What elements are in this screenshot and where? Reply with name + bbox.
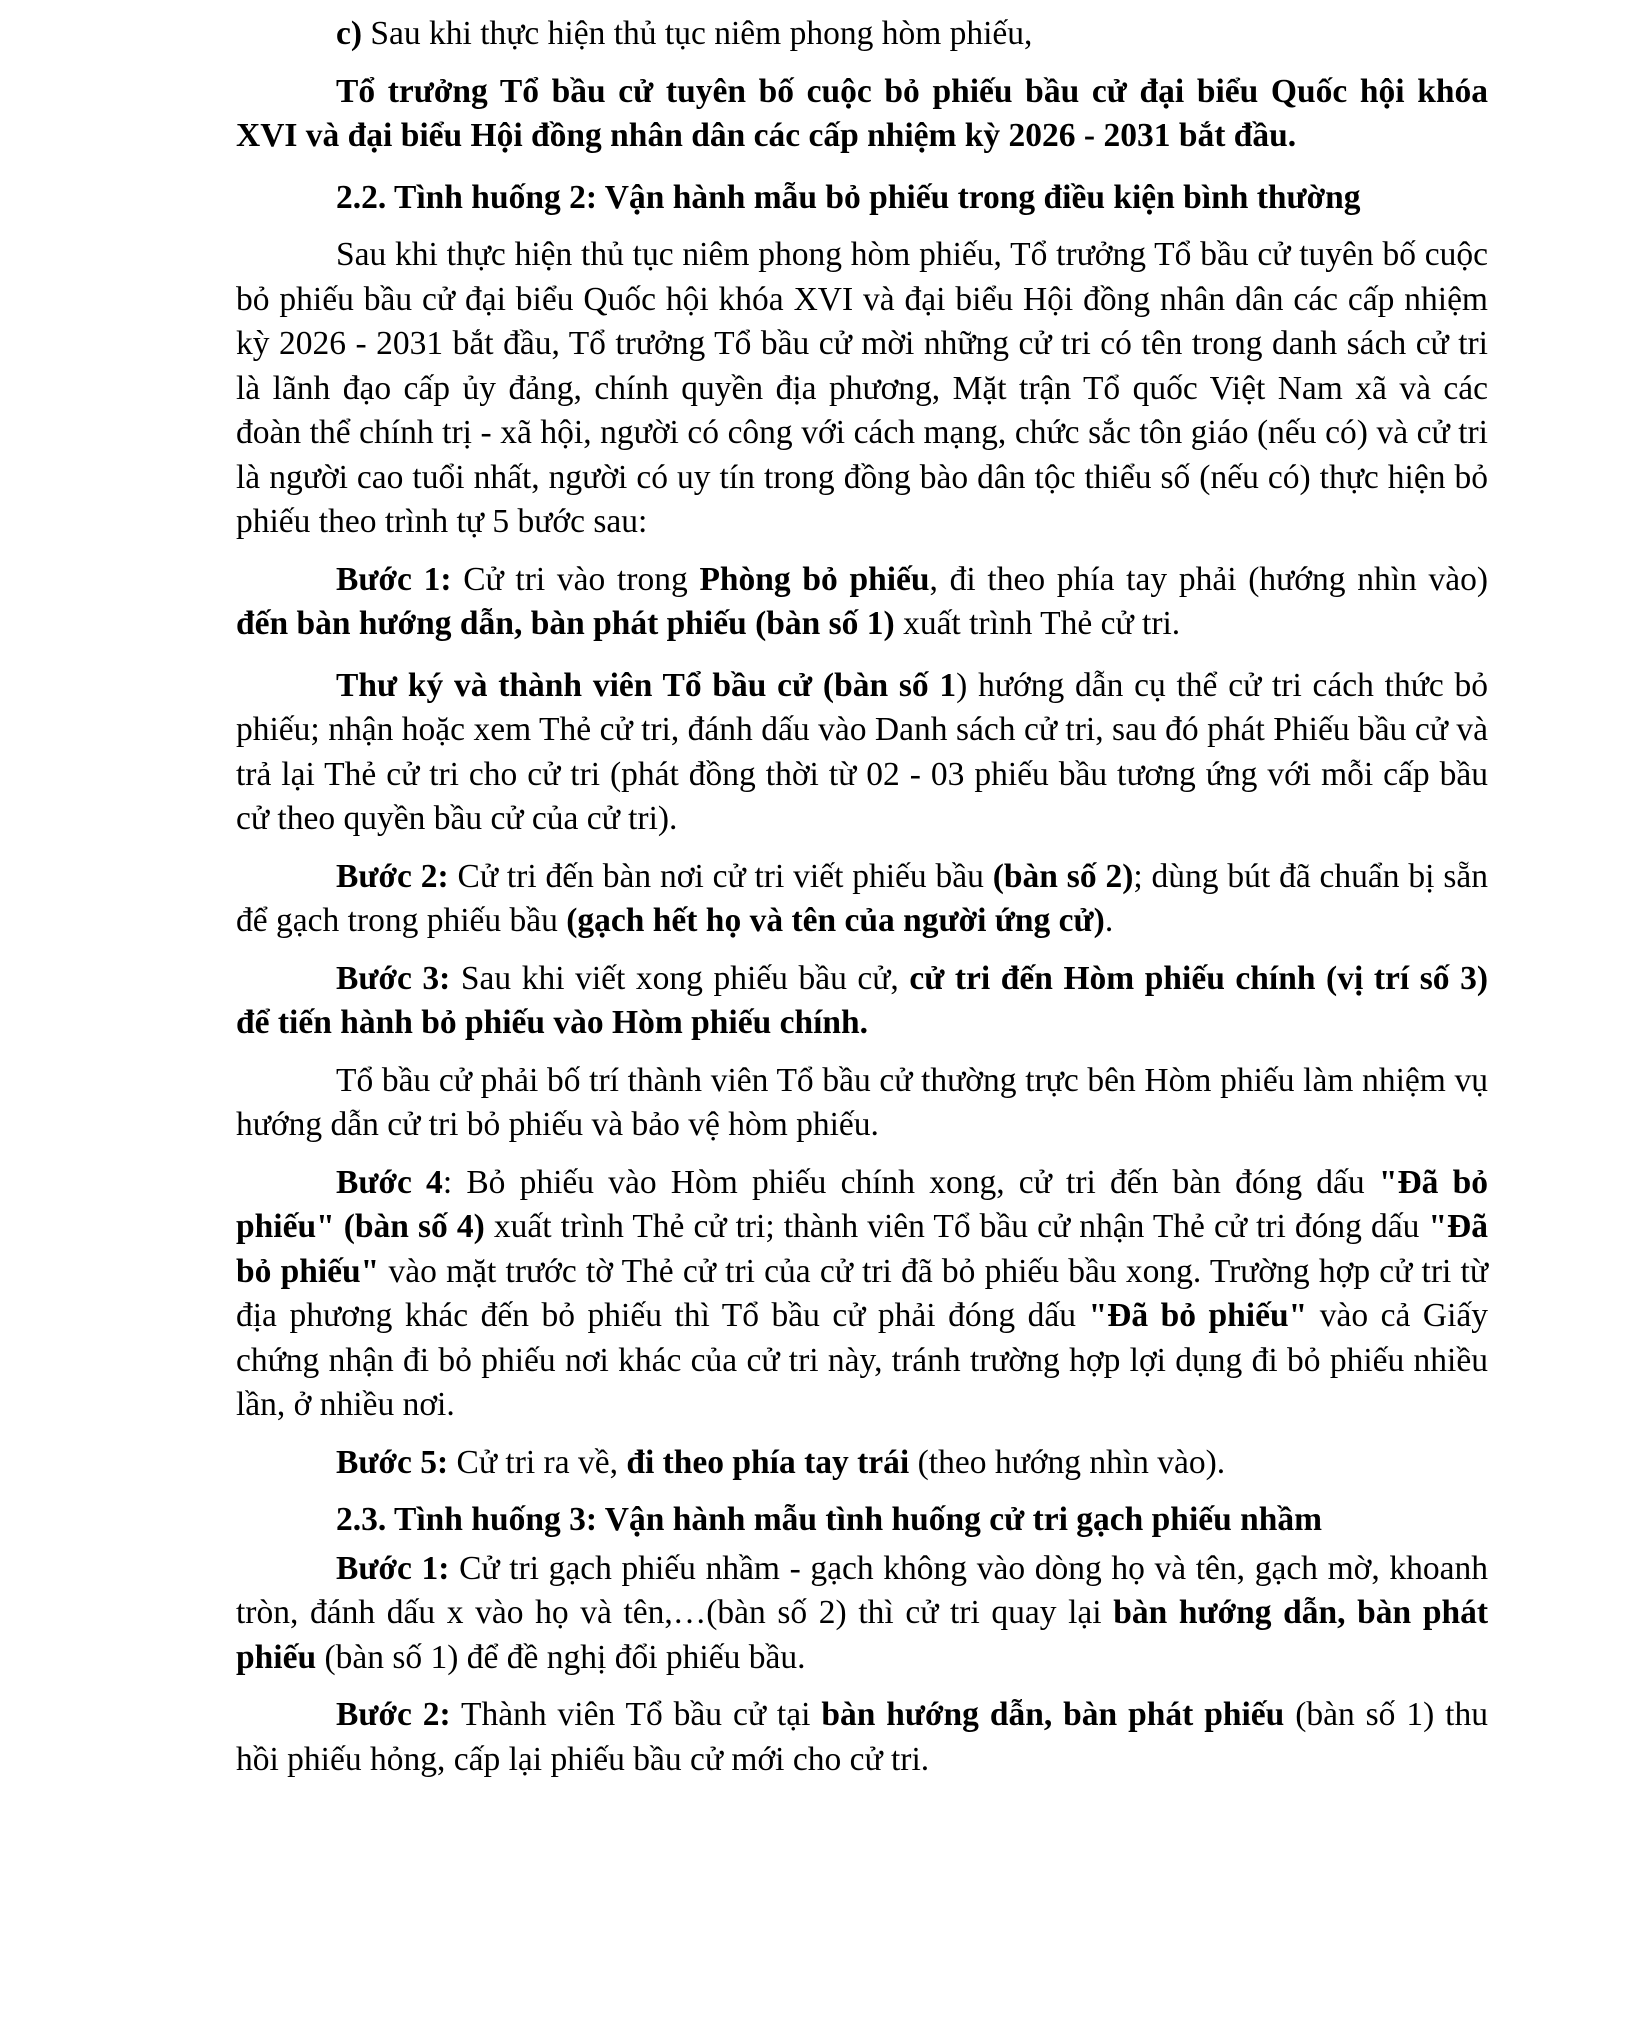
- step-text: , đi theo phía tay phải (hướng nhìn vào): [929, 560, 1489, 598]
- step-text: xuất trình Thẻ cử tri; thành viên Tổ bầu cử nhận Thẻ cử tri đóng dấu: [484, 1208, 1429, 1245]
- step-bold-text: "Đã bỏ phiếu": [236, 1208, 1488, 1290]
- step-bold-text: bàn hướng dẫn, bàn phát phiếu: [236, 1594, 1488, 1676]
- step-label: Bước 1:: [336, 560, 452, 598]
- step-text: (bàn số 1) để đề nghị đổi phiếu bầu.: [316, 1638, 806, 1676]
- step-label: Bước 1:: [336, 1549, 450, 1587]
- step-label: Bước 5:: [336, 1443, 449, 1481]
- step-text: ; dùng bút đã chuẩn bị sẵn để gạch trong phiếu bầu: [236, 857, 1488, 939]
- paragraph-text: Sau khi thực hiện thủ tục niêm phong hòm phiếu,: [362, 15, 1033, 52]
- document-page: [236, 12, 1488, 1782]
- step-text: : Bỏ phiếu vào Hòm phiếu chính xong, cử tri đến bàn đóng dấu: [442, 1163, 1379, 1201]
- scenario-3-step-1-paragraph: [236, 1547, 1488, 1681]
- step-text: Cử tri vào trong: [451, 560, 700, 598]
- step-text: xuất trình Thẻ cử tri.: [894, 605, 1181, 642]
- step-text: .: [1104, 902, 1114, 939]
- step-5-paragraph: [236, 1441, 1488, 1486]
- step-bold-text: Thư ký và thành viên Tổ bầu cử (bàn số 1: [336, 666, 957, 704]
- step-text: ) hướng dẫn cụ thể cử tri cách thức bỏ phiếu; nhận hoặc xem Thẻ cử tri, đánh dấu vào Danh sách cử tri, sau đó phát Phiếu bầu cử và trả lại Thẻ cử tri cho cử tri (phát đồng thời từ 02 - 03 phiếu bầu tương ứng với mỗi cấp bầu cử theo quyền bầu cử của cử tri).: [236, 666, 1488, 837]
- step-text: vào cả Giấy chứng nhận đi bỏ phiếu nơi khác của cử tri này, tránh trường hợp lợi dụng đi bỏ phiếu nhiều lần, ở nhiều nơi.: [236, 1297, 1488, 1423]
- step-bold-text: (gạch hết họ và tên của người ứng cử): [566, 902, 1105, 939]
- step-text: Cử tri ra về,: [448, 1443, 627, 1481]
- step-text: (bàn số 1) thu hồi phiếu hỏng, cấp lại phiếu bầu cử mới cho cử tri.: [236, 1696, 1488, 1778]
- item-label: c): [336, 15, 363, 52]
- step-text: Cử tri gạch phiếu nhầm - gạch không vào dòng họ và tên, gạch mờ, khoanh tròn, đánh dấu x vào họ và tên,…(bàn số 2) thì cử tri quay lại: [236, 1549, 1488, 1631]
- step-label: Bước 2:: [336, 857, 449, 895]
- step-3-detail-paragraph: Tổ bầu cử phải bố trí thành viên Tổ bầu cử thường trực bên Hòm phiếu làm nhiệm vụ hướng dẫn cử tri bỏ phiếu và bảo vệ hòm phiếu.: [236, 1061, 1488, 1143]
- step-bold-text: "Đã bỏ phiếu" (bàn số 4): [236, 1163, 1488, 1245]
- section-heading-2-2: 2.2. Tình huống 2: Vận hành mẫu bỏ phiếu trong điều kiện bình thường: [336, 178, 1361, 216]
- step-text: Thành viên Tổ bầu cử tại: [450, 1696, 822, 1733]
- paragraph-procedure-intro: Sau khi thực hiện thủ tục niêm phong hòm phiếu, Tổ trưởng Tổ bầu cử tuyên bố cuộc bỏ phiếu bầu cử đại biểu Quốc hội khóa XVI và đại biểu Hội đồng nhân dân các cấp nhiệm kỳ 2026 - 2031 bắt đầu, Tổ trưởng Tổ bầu cử mời những cử tri có tên trong danh sách cử tri là lãnh đạo cấp ủy đảng, chính quyền địa phương, Mặt trận Tổ quốc Việt Nam xã và các đoàn thể chính trị - xã hội, người có công với cách mạng, chức sắc tôn giáo (nếu có) và cử tri là người cao tuổi nhất, người có uy tín trong đồng bào dân tộc thiểu số (nếu có) thực hiện bỏ phiếu theo trình tự 5 bước sau:: [236, 236, 1488, 540]
- step-text: Cử tri đến bàn nơi cử tri viết phiếu bầu: [448, 857, 993, 895]
- step-bold-text: (bàn số 2): [992, 857, 1134, 895]
- step-bold-text: đến bàn hướng dẫn, bàn phát phiếu (bàn số 1): [236, 605, 895, 642]
- paragraph-announcement: Tổ trưởng Tổ bầu cử tuyên bố cuộc bỏ phiếu bầu cử đại biểu Quốc hội khóa XVI và đại biểu Hội đồng nhân dân các cấp nhiệm kỳ 2026 - 2031 bắt đầu.: [236, 72, 1488, 154]
- paragraph-c-intro: [236, 12, 1488, 57]
- step-label: Bước 3:: [336, 959, 451, 997]
- step-text: Sau khi viết xong phiếu bầu cử,: [450, 959, 910, 997]
- step-text: vào mặt trước tờ Thẻ cử tri của cử tri đã bỏ phiếu bầu xong. Trường hợp cử tri từ địa phương khác đến bỏ phiếu thì Tổ bầu cử phải đóng dấu: [236, 1252, 1488, 1334]
- step-label: Bước 2:: [336, 1696, 451, 1733]
- step-bold-text: "Đã bỏ phiếu": [1088, 1297, 1308, 1334]
- step-bold-text: Phòng bỏ phiếu: [699, 560, 930, 598]
- step-1-detail-paragraph: [236, 664, 1488, 842]
- step-bold-text: bàn hướng dẫn, bàn phát phiếu: [821, 1696, 1285, 1733]
- step-bold-text: cử tri đến Hòm phiếu chính (vị trí số 3) để tiến hành bỏ phiếu vào Hòm phiếu chính.: [236, 959, 1488, 1041]
- step-text: (theo hướng nhìn vào).: [909, 1443, 1226, 1481]
- step-4-paragraph: [236, 1161, 1488, 1428]
- scenario-3-step-2-paragraph: [236, 1693, 1488, 1782]
- step-1-paragraph: [236, 558, 1488, 647]
- step-3-paragraph: [236, 957, 1488, 1046]
- step-bold-text: đi theo phía tay trái: [626, 1443, 910, 1481]
- step-2-paragraph: [236, 855, 1488, 944]
- step-label: Bước 4: [336, 1163, 443, 1201]
- section-heading-2-3: 2.3. Tình huống 3: Vận hành mẫu tình huống cử tri gạch phiếu nhầm: [336, 1501, 1323, 1538]
